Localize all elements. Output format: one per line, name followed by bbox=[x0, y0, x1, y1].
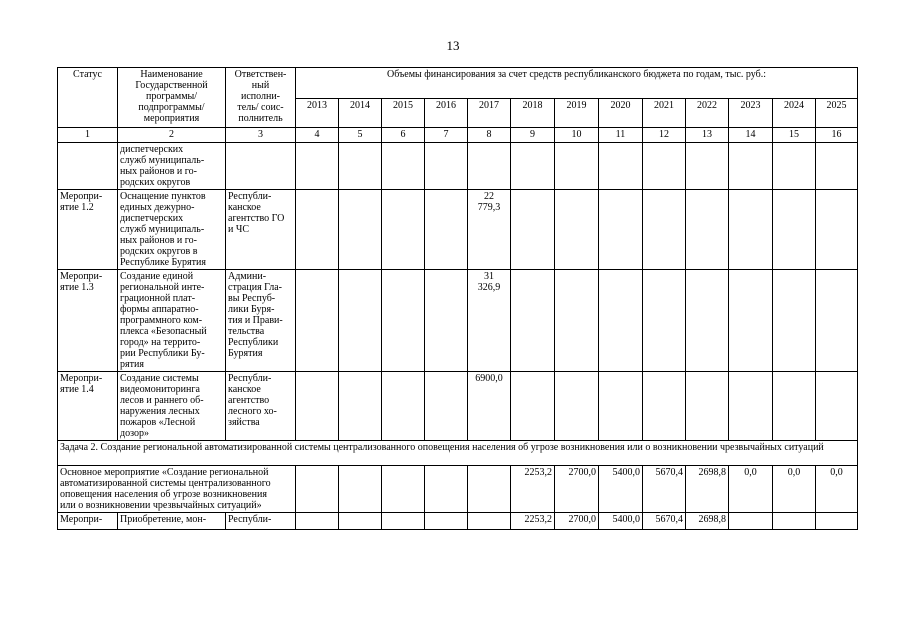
row-value bbox=[729, 190, 773, 270]
row-value bbox=[686, 372, 729, 441]
row-value: 2698,8 bbox=[686, 513, 729, 530]
task-2-heading: Задача 2. Создание региональной автоматизированной системы централизованного оповещения населения об угрозе возникновения или о возникновении чрезвычайных ситуаций bbox=[58, 441, 858, 466]
table-row bbox=[58, 513, 858, 530]
row-value bbox=[296, 466, 339, 513]
row-value bbox=[382, 466, 425, 513]
column-number: 8 bbox=[468, 128, 511, 143]
row-value bbox=[511, 143, 555, 190]
table-row bbox=[58, 143, 858, 190]
row-value bbox=[425, 143, 468, 190]
row-value bbox=[382, 270, 425, 372]
row-value bbox=[339, 143, 382, 190]
row-responsible: Админи- страция Гла- вы Респуб- лики Буря- тия и Прави- тельства Республики Бурятия bbox=[226, 270, 296, 372]
row-value: 2253,2 bbox=[511, 513, 555, 530]
row-value bbox=[468, 466, 511, 513]
row-value bbox=[425, 190, 468, 270]
row-value: 2700,0 bbox=[555, 466, 599, 513]
row-value bbox=[296, 270, 339, 372]
row-status: Меропри- ятие 1.2 bbox=[58, 190, 118, 270]
row-name: Создание единой региональной инте- грационной плат- формы аппаратно- программного ком- плекса «Безопасный город» на террито- рии Республики Бу- рятия bbox=[118, 270, 226, 372]
column-number: 10 bbox=[555, 128, 599, 143]
header-year: 2023 bbox=[729, 99, 773, 128]
row-value bbox=[816, 143, 858, 190]
row-value bbox=[296, 372, 339, 441]
row-value bbox=[339, 466, 382, 513]
row-value bbox=[511, 190, 555, 270]
row-name: диспетчерских служб муниципаль- ных районов и го- родских округов bbox=[118, 143, 226, 190]
row-value bbox=[339, 513, 382, 530]
column-number: 9 bbox=[511, 128, 555, 143]
row-responsible: Республи- bbox=[226, 513, 296, 530]
row-status: Меропри- ятие 1.3 bbox=[58, 270, 118, 372]
main-event-row bbox=[58, 466, 858, 513]
row-value bbox=[686, 270, 729, 372]
header-year: 2025 bbox=[816, 99, 858, 128]
budget-table bbox=[57, 67, 858, 530]
header-funding: Объемы финансирования за счет средств республиканского бюджета по годам, тыс. руб.: bbox=[296, 68, 858, 99]
row-name: Приобретение, мон- bbox=[118, 513, 226, 530]
column-number: 11 bbox=[599, 128, 643, 143]
header-responsible: Ответствен- ный исполни- тель/ соис- полнитель bbox=[226, 68, 296, 128]
header-year: 2024 bbox=[773, 99, 816, 128]
column-number: 1 bbox=[58, 128, 118, 143]
row-value: 5670,4 bbox=[643, 513, 686, 530]
row-value bbox=[643, 270, 686, 372]
header-name: Наименование Государственной программы/ подпрограммы/ мероприятия bbox=[118, 68, 226, 128]
header-year: 2020 bbox=[599, 99, 643, 128]
column-number: 6 bbox=[382, 128, 425, 143]
row-value bbox=[729, 513, 773, 530]
row-value bbox=[773, 513, 816, 530]
row-value bbox=[339, 372, 382, 441]
header-year: 2019 bbox=[555, 99, 599, 128]
row-value bbox=[599, 372, 643, 441]
row-value bbox=[773, 190, 816, 270]
task-row bbox=[58, 441, 858, 466]
header-year: 2013 bbox=[296, 99, 339, 128]
row-value: 22 779,3 bbox=[468, 190, 511, 270]
row-value bbox=[643, 372, 686, 441]
row-value bbox=[468, 513, 511, 530]
row-value bbox=[555, 270, 599, 372]
table-row bbox=[58, 372, 858, 441]
column-number: 4 bbox=[296, 128, 339, 143]
row-value bbox=[425, 513, 468, 530]
row-value bbox=[686, 190, 729, 270]
row-value: 5400,0 bbox=[599, 466, 643, 513]
row-responsible: Республи- канское агентство ГО и ЧС bbox=[226, 190, 296, 270]
row-value bbox=[773, 143, 816, 190]
column-number: 13 bbox=[686, 128, 729, 143]
column-number: 5 bbox=[339, 128, 382, 143]
row-value bbox=[555, 143, 599, 190]
row-value bbox=[816, 270, 858, 372]
header-year: 2015 bbox=[382, 99, 425, 128]
header-year: 2022 bbox=[686, 99, 729, 128]
row-value bbox=[511, 270, 555, 372]
row-value bbox=[599, 190, 643, 270]
row-value bbox=[816, 372, 858, 441]
row-value bbox=[339, 270, 382, 372]
row-value bbox=[599, 143, 643, 190]
row-value bbox=[296, 190, 339, 270]
row-value bbox=[773, 372, 816, 441]
row-value bbox=[555, 190, 599, 270]
row-value bbox=[729, 143, 773, 190]
row-value bbox=[555, 372, 599, 441]
header-year: 2021 bbox=[643, 99, 686, 128]
row-value: 0,0 bbox=[773, 466, 816, 513]
row-value: 2253,2 bbox=[511, 466, 555, 513]
row-value bbox=[729, 270, 773, 372]
header-year: 2017 bbox=[468, 99, 511, 128]
page-number: 13 bbox=[446, 38, 460, 53]
row-status: Меропри- bbox=[58, 513, 118, 530]
row-value bbox=[599, 270, 643, 372]
row-value: 0,0 bbox=[816, 466, 858, 513]
row-value: 5670,4 bbox=[643, 466, 686, 513]
row-value bbox=[643, 190, 686, 270]
row-value bbox=[425, 466, 468, 513]
row-value bbox=[425, 270, 468, 372]
row-value bbox=[643, 143, 686, 190]
table-row bbox=[58, 190, 858, 270]
row-responsible bbox=[226, 143, 296, 190]
row-value: 6900,0 bbox=[468, 372, 511, 441]
table-row bbox=[58, 270, 858, 372]
row-value bbox=[729, 372, 773, 441]
column-number: 3 bbox=[226, 128, 296, 143]
row-status bbox=[58, 143, 118, 190]
row-name: Оснащение пунктов единых дежурно- диспетчерских служб муниципаль- ных районов и го- родских округов в Республике Бурятия bbox=[118, 190, 226, 270]
header-year: 2014 bbox=[339, 99, 382, 128]
main-event-label: Основное мероприятие «Создание региональной автоматизированной системы централизованного оповещения населения об угрозе возникновения или о возникновении чрезвычайных ситуаций» bbox=[58, 466, 296, 513]
row-name: Создание системы видеомониторинга лесов и раннего об- наружения лесных пожаров «Лесной дозор» bbox=[118, 372, 226, 441]
row-value bbox=[382, 143, 425, 190]
row-value bbox=[686, 143, 729, 190]
column-number: 15 bbox=[773, 128, 816, 143]
header-year: 2018 bbox=[511, 99, 555, 128]
column-number: 16 bbox=[816, 128, 858, 143]
row-value bbox=[296, 513, 339, 530]
column-number: 12 bbox=[643, 128, 686, 143]
header-status: Статус bbox=[58, 68, 118, 128]
row-value bbox=[382, 513, 425, 530]
row-value: 0,0 bbox=[729, 466, 773, 513]
row-value: 31 326,9 bbox=[468, 270, 511, 372]
column-number: 14 bbox=[729, 128, 773, 143]
row-value bbox=[339, 190, 382, 270]
row-value bbox=[382, 190, 425, 270]
row-value bbox=[382, 372, 425, 441]
row-value bbox=[468, 143, 511, 190]
row-status: Меропри- ятие 1.4 bbox=[58, 372, 118, 441]
row-responsible: Республи- канское агентство лесного хо- зяйства bbox=[226, 372, 296, 441]
row-value bbox=[773, 270, 816, 372]
column-number: 2 bbox=[118, 128, 226, 143]
row-value bbox=[816, 513, 858, 530]
row-value: 2698,8 bbox=[686, 466, 729, 513]
row-value: 2700,0 bbox=[555, 513, 599, 530]
row-value: 5400,0 bbox=[599, 513, 643, 530]
row-value bbox=[511, 372, 555, 441]
column-number: 7 bbox=[425, 128, 468, 143]
row-value bbox=[425, 372, 468, 441]
row-value bbox=[296, 143, 339, 190]
row-value bbox=[816, 190, 858, 270]
header-year: 2016 bbox=[425, 99, 468, 128]
